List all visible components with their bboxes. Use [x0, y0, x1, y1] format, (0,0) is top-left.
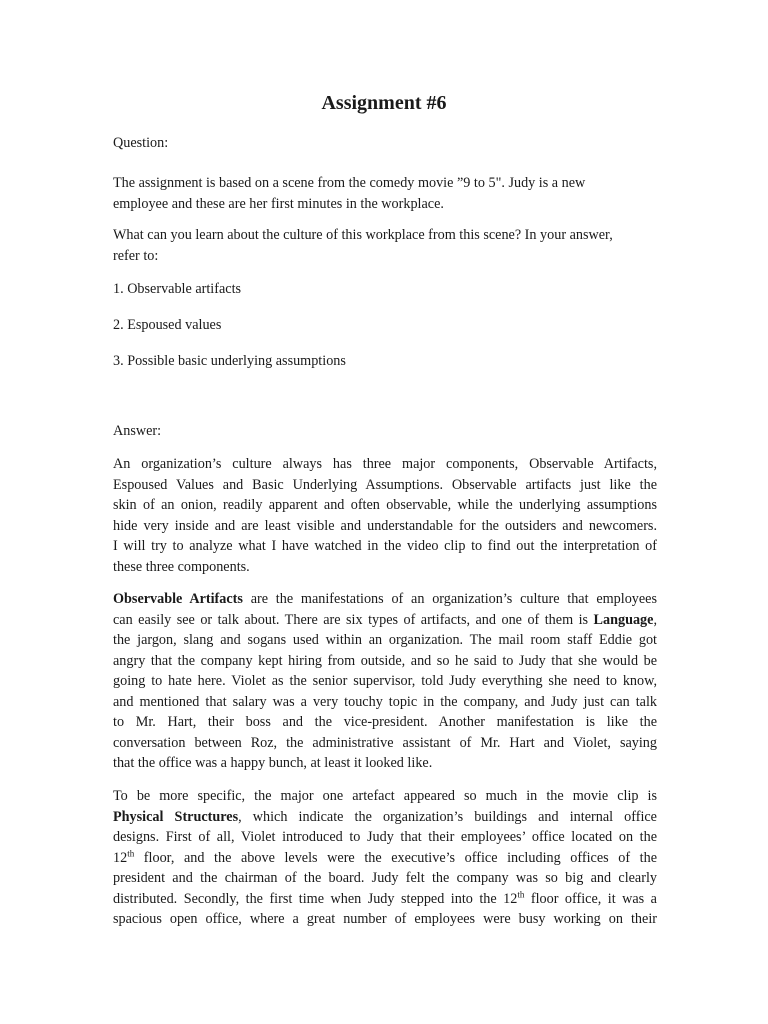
answer-paragraph-3 — [113, 786, 657, 930]
text-line: to Mr. Hart, their boss and the vice-president. Another manifestation is like the — [113, 714, 657, 730]
text-line: going to hate here. Violet as the senior supervisor, told Judy everything she need to know, — [113, 673, 657, 689]
question-intro — [113, 173, 657, 214]
text-line: and mentioned that salary was a very touchy topic in the company, and Judy just can talk — [113, 693, 657, 710]
text-line: angry that the company kept hiring from outside, and so he said to Judy that she would be — [113, 652, 657, 669]
text-line: An organization’s culture always has three major components, Observable Artifacts, — [113, 456, 657, 472]
text-line: the jargon, slang and sogans used within an organization. The mail room staff Eddie got — [113, 632, 657, 648]
list-item: 3. Possible basic underlying assumptions — [113, 353, 346, 369]
text-line: hide very inside and are least visible and understandable for the outsiders and newcomers. — [113, 517, 657, 534]
text-line: president and the chairman of the board. Judy felt the company was so big and clearly — [113, 870, 657, 886]
text-line: skin of an onion, readily apparent and often observable, while the underlying assumptions — [113, 497, 657, 513]
term-physical-structures: Physical Structures — [113, 808, 239, 825]
text-line: employee and these are her first minutes in the workplace. — [113, 195, 444, 212]
text-line: these three components. — [113, 558, 250, 575]
term-language: Language — [593, 611, 654, 628]
text-line: Observable Artifacts are the manifestations of an organization’s culture that employees — [113, 591, 657, 607]
text-line: 12th floor, and the above levels were the executive’s office including offices of the — [113, 847, 657, 866]
text-line: conversation between Roz, the administrative assistant of Mr. Hart and Violet, saying — [113, 734, 657, 751]
answer-label: Answer: — [113, 423, 162, 439]
text-line: Physical Structures, which indicate the organization’s buildings and internal office — [113, 808, 657, 825]
text-line: can easily see or talk about. There are six types of artifacts, and one of them is Language, — [113, 611, 657, 628]
list-item: 2. Espoused values — [113, 317, 222, 333]
text-line: I will try to analyze what I have watched in the video clip to find out the interpretation of — [113, 538, 657, 554]
question-label: Question: — [113, 135, 169, 151]
text-line: distributed. Secondly, the first time when Judy stepped into the 12th floor office, it was a — [113, 888, 657, 907]
answer-paragraph-1 — [113, 454, 657, 577]
text-line: Espoused Values and Basic Underlying Assumptions. Observable artifacts just like the — [113, 476, 657, 493]
page-title: Assignment #6 — [321, 92, 447, 114]
answer-paragraph-2 — [113, 589, 657, 774]
term-observable-artifacts: Observable Artifacts — [113, 591, 243, 607]
text-line: refer to: — [113, 247, 159, 264]
text-line: To be more specific, the major one artefact appeared so much in the movie clip is — [113, 788, 657, 804]
text-line: that the office was a happy bunch, at least it looked like. — [113, 755, 433, 771]
list-item: 1. Observable artifacts — [113, 281, 242, 297]
question-prompt — [113, 225, 657, 266]
text-line: spacious open office, where a great number of employees were busy working on their — [113, 911, 657, 927]
text-line: designs. First of all, Violet introduced to Judy that their employees’ office located on the — [113, 829, 657, 845]
text-line: What can you learn about the culture of this workplace from this scene? In your answer, — [113, 227, 613, 243]
text-line: The assignment is based on a scene from the comedy movie ”9 to 5". Judy is a new — [113, 175, 586, 191]
